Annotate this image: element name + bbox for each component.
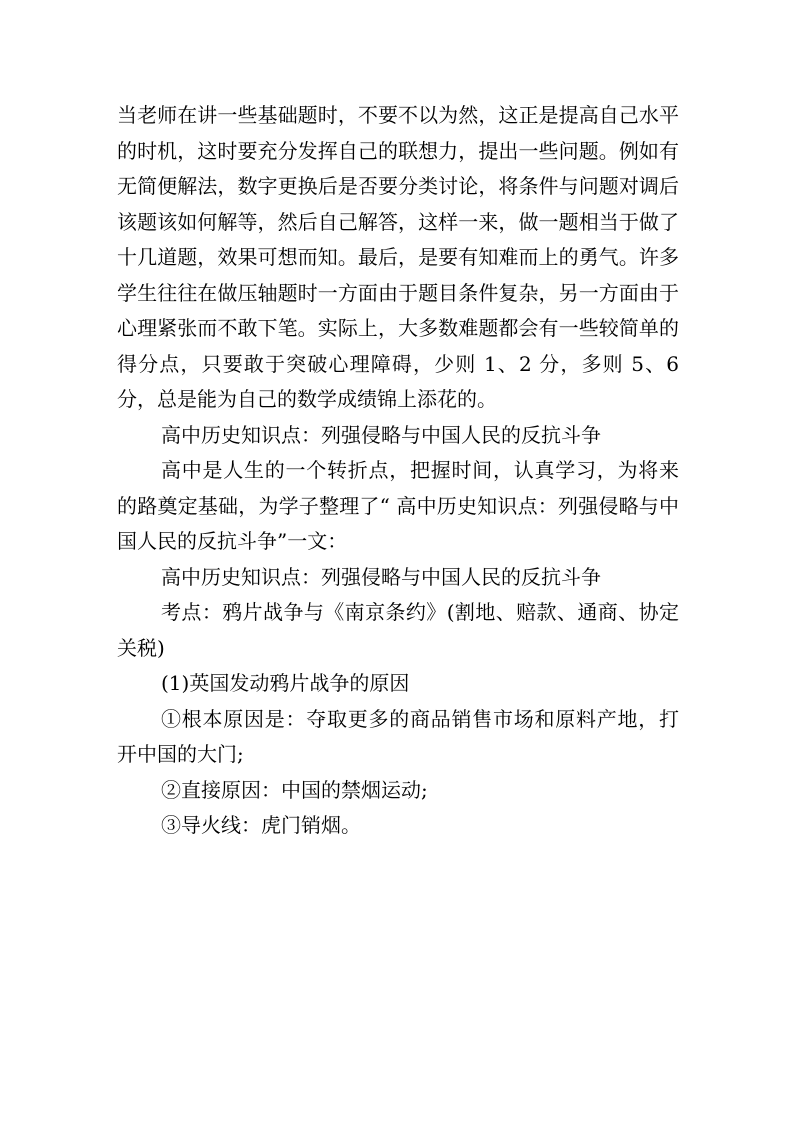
paragraph-history-heading: 高中历史知识点：列强侵略与中国人民的反抗斗争 bbox=[161, 422, 601, 447]
paragraph-history-intro: 高中是人生的一个转折点，把握时间，认真学习，为将来的路奠定基础，为学子整理了“ 高中历史知识点：列强侵略与中国人民的反抗斗争”一文： bbox=[117, 458, 679, 553]
document-body bbox=[117, 98, 679, 844]
paragraph-history-title: 高中历史知识点：列强侵略与中国人民的反抗斗争 bbox=[161, 564, 601, 589]
paragraph-section-reason: (1)英国发动鸦片战争的原因 bbox=[161, 671, 410, 695]
list-item-trigger: ③导火线：虎门销烟。 bbox=[161, 813, 361, 837]
list-item-root-cause: ①根本原因是：夺取更多的商品销售市场和原料产地，打开中国的大门; bbox=[117, 706, 679, 766]
paragraph-exam-point: 考点：鸦片战争与《南京条约》(割地、赔款、通商、协定关税) bbox=[117, 600, 679, 660]
list-item-direct-cause: ②直接原因：中国的禁烟运动; bbox=[161, 777, 428, 802]
paragraph-study-advice: 当老师在讲一些基础题时，不要不以为然，这正是提高自己水平的时机，这时要充分发挥自己的联想力，提出一些问题。例如有无简便解法，数字更换后是否要分类讨论，将条件与问题对调后该题该如何解等，然后自己解答，这样一来，做一题相当于做了十几道题，效果可想而知。最后，是要有知难而上的勇气。许多学生往往在做压轴题时一方面由于题目条件复杂，另一方面由于心理紧张而不敢下笔。实际上，大多数难题都会有一些较简单的得分点，只要敢于突破心理障碍，少则 1、2 分，多则 5、6 分，总是能为自己的数学成绩锦上添花的。 bbox=[117, 103, 679, 411]
